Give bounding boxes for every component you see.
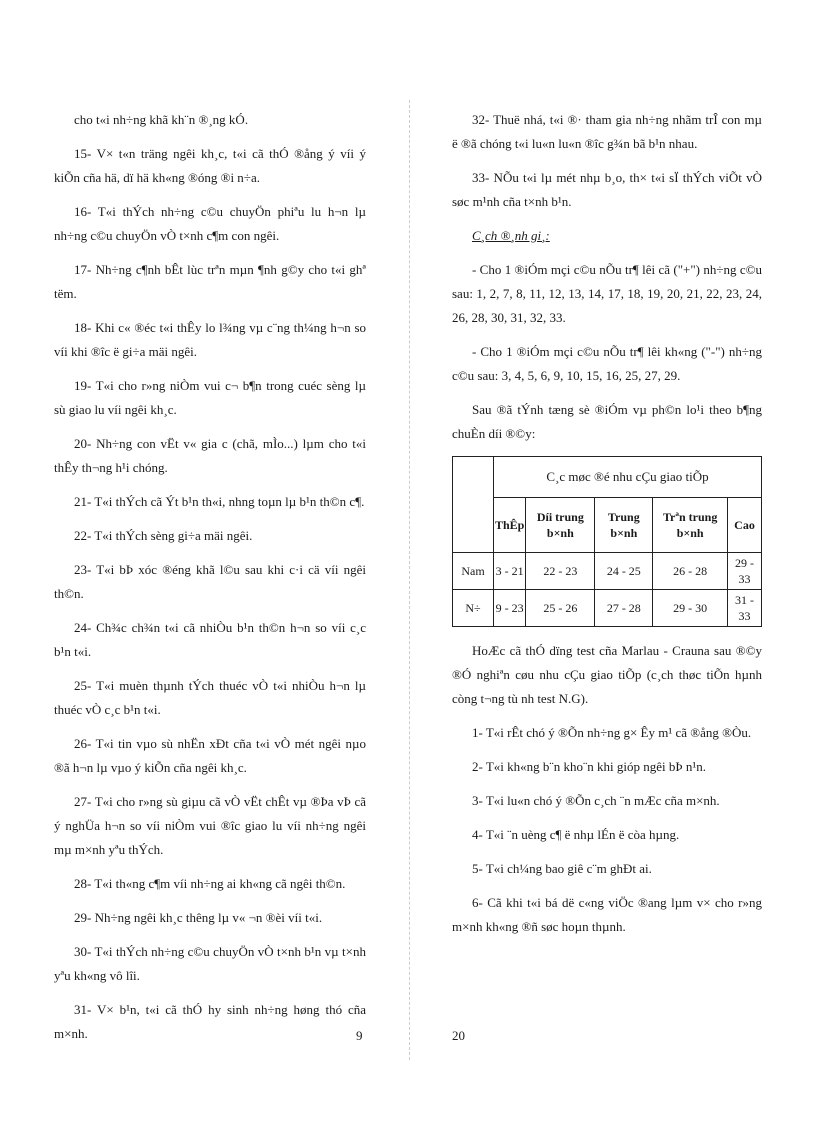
questionnaire-item: 6- Cã khi t«i bá dë c«ng viÖc ®ang lµm v× cho r»ng m×nh kh«ng ®ñ søc hoµn thµnh. [452,895,762,934]
method-line: - Cho 1 ®iÓm mçi c©u nÕu tr¶ lêi cã ("+") nh÷ng c©u sau: 1, 2, 7, 8, 11, 12, 13, 14, 17, 18, 19, 20, 21, 22, 23, 24, 26, 28, 30, 31, 32, 33. [452,262,762,325]
table-column-header: Trªn trung b×nh [653,498,728,553]
questionnaire-item: 26- T«i tin vµo sù nhËn xÐt cña t«i vÒ mét ngêi nµo ®ã h¬n lµ vµo ý kiÕn cña ngêi kh¸c. [54,736,366,775]
table-title: C¸c møc ®é nhu cÇu giao tiÕp [494,457,762,498]
table-row [453,553,762,590]
column-divider [409,100,410,1060]
questionnaire-item: 33- NÕu t«i lµ mét nhµ b¸o, th× t«i sÏ thÝch viÕt vÒ søc m¹nh cña t×nh b¹n. [452,170,762,209]
questionnaire-item: 25- T«i muèn thµnh tÝch thuéc vÒ t«i nhiÒu h¬n lµ thuéc vÒ c¸c b¹n t«i. [54,678,366,717]
questionnaire-item: 16- T«i thÝch nh÷ng c©u chuyÖn phiªu lu h¬n lµ nh÷ng c©u chuyÖn vÒ t×nh c¶m con ngêi. [54,204,366,243]
page-number-right: 20 [452,1028,465,1043]
norm-table [452,456,762,627]
page-number-left: 9 [356,1028,363,1043]
marlau-crauna-section [452,639,762,939]
method-line: - Cho 1 ®iÓm mçi c©u nÕu tr¶ lêi kh«ng ("-") nh÷ng c©u sau: 3, 4, 5, 6, 9, 10, 15, 16, 25, 27, 29. [452,344,762,383]
table-body [453,553,762,627]
table-cell: 26 - 28 [653,553,728,590]
right-column [452,108,762,949]
table-row-label: Nam [453,553,494,590]
questionnaire-item: 18- Khi c« ®éc t«i thÊy lo l¾ng vµ c¨ng th¼ng h¬n so víi khi ®îc ë gi÷a mäi ngêi. [54,320,366,359]
table-cell: 9 - 23 [494,590,526,627]
table-column-header: Cao [727,498,761,553]
questionnaire-item: 24- Ch¾c ch¾n t«i cã nhiÒu b¹n th©n h¬n so víi c¸c b¹n t«i. [54,620,366,659]
table-cell: 3 - 21 [494,553,526,590]
left-column [54,108,366,1056]
table-cell: 22 - 23 [526,553,595,590]
questionnaire-item: 22- T«i thÝch sèng gi÷a mäi ngêi. [74,528,253,543]
method-line: Sau ®ã tÝnh tæng sè ®iÓm vµ ph©n lo¹i theo b¶ng chuÈn díi ®©y: [452,402,762,441]
questionnaire-item: 4- T«i ¨n uèng c¶ ë nhµ lÉn ë còa hµng. [472,827,680,842]
table-row-label: N÷ [453,590,494,627]
questionnaire-item: 1- T«i rÊt chó ý ®Õn nh÷ng g× Êy m¹ cã ®ång ®Òu. [472,725,752,740]
table-cell: 27 - 28 [595,590,653,627]
method-heading: C¸ch ®¸nh gi¸: [472,228,550,243]
table-header-row [453,498,762,553]
questionnaire-item: 23- T«i bÞ xóc ®éng khã l©u sau khi c·i cä víi ngêi th©n. [54,562,366,601]
table-cell: 29 - 30 [653,590,728,627]
table-corner [453,457,494,553]
table-cell: 29 - 33 [727,553,761,590]
questionnaire-item: 31- V× b¹n, t«i cã thÓ hy sinh nh÷ng høng thó cña m×nh. [54,1002,366,1041]
table-row [453,590,762,627]
questionnaire-item: 19- T«i cho r»ng niÒm vui c¬ b¶n trong cuéc sèng lµ sù giao lu víi ngêi kh¸c. [54,378,366,417]
questionnaire-item: 21- T«i thÝch cã Ýt b¹n th«i, nhng toµn lµ b¹n th©n c¶. [74,494,365,509]
questionnaire-item: 15- V× t«n träng ngêi kh¸c, t«i cã thÓ ®ång ý víi ý kiÕn cña hä, dï hä kh«ng ®óng ®i n÷a. [54,146,366,185]
questionnaire-item: 17- Nh÷ng c¶nh bÊt lùc trªn mµn ¶nh g©y cho t«i ghª tëm. [54,262,366,301]
table-column-header: ThÊp [494,498,526,553]
questionnaire-item: 29- Nh÷ng ngêi kh¸c thêng lµ v« ¬n ®èi víi t«i. [74,910,323,925]
questionnaire-item: 27- T«i cho r»ng sù giµu cã vÒ vËt chÊt vµ ®Þa vÞ cã ý nghÜa h¬n so víi niÒm vui ®îc giao lu víi nh÷ng ngêi mµ m×nh yªu thÝch. [54,794,366,857]
questionnaire-item: 3- T«i lu«n chó ý ®Õn c¸ch ¨n mÆc cña m×nh. [472,793,720,808]
table-cell: 24 - 25 [595,553,653,590]
questionnaire-item: cho t«i nh÷ng khã kh¨n ®¸ng kÓ. [74,112,249,127]
questionnaire-item: 5- T«i ch¼ng bao giê c¨m ghÐt ai. [472,861,652,876]
table-cell: 25 - 26 [526,590,595,627]
questionnaire-item: HoÆc cã thÓ dïng test cña Marlau - Crauna sau ®©y ®Ó nghiªn cøu nhu cÇu giao tiÕp (c¸ch thøc tiÕn hµnh còng t¬ng tù nh test N.G). [452,643,762,706]
questionnaire-item: 32- Thuë nhá, t«i ®· tham gia nh÷ng nhãm trÎ con mµ ë ®ã chóng t«i lu«n lu«n ®îc g¾n bã b¹n nhau. [452,112,762,151]
method-instructions [452,258,762,446]
right-question-list [452,108,762,214]
table-cell: 31 - 33 [727,590,761,627]
questionnaire-item: 28- T«i th«ng c¶m víi nh÷ng ai kh«ng cã ngêi th©n. [74,876,346,891]
table-column-header: Díi trung b×nh [526,498,595,553]
questionnaire-item: 2- T«i kh«ng b¨n kho¨n khi gióp ngêi bÞ n¹n. [472,759,707,774]
questionnaire-item: 20- Nh÷ng con vËt v« gia c (chã, mÌo...) lµm cho t«i thÊy th¬ng h¹i chóng. [54,436,366,475]
questionnaire-item: 30- T«i thÝch nh÷ng c©u chuyÖn vÒ t×nh b¹n vµ t×nh yªu kh«ng vô lîi. [54,944,366,983]
table-column-header: Trung b×nh [595,498,653,553]
